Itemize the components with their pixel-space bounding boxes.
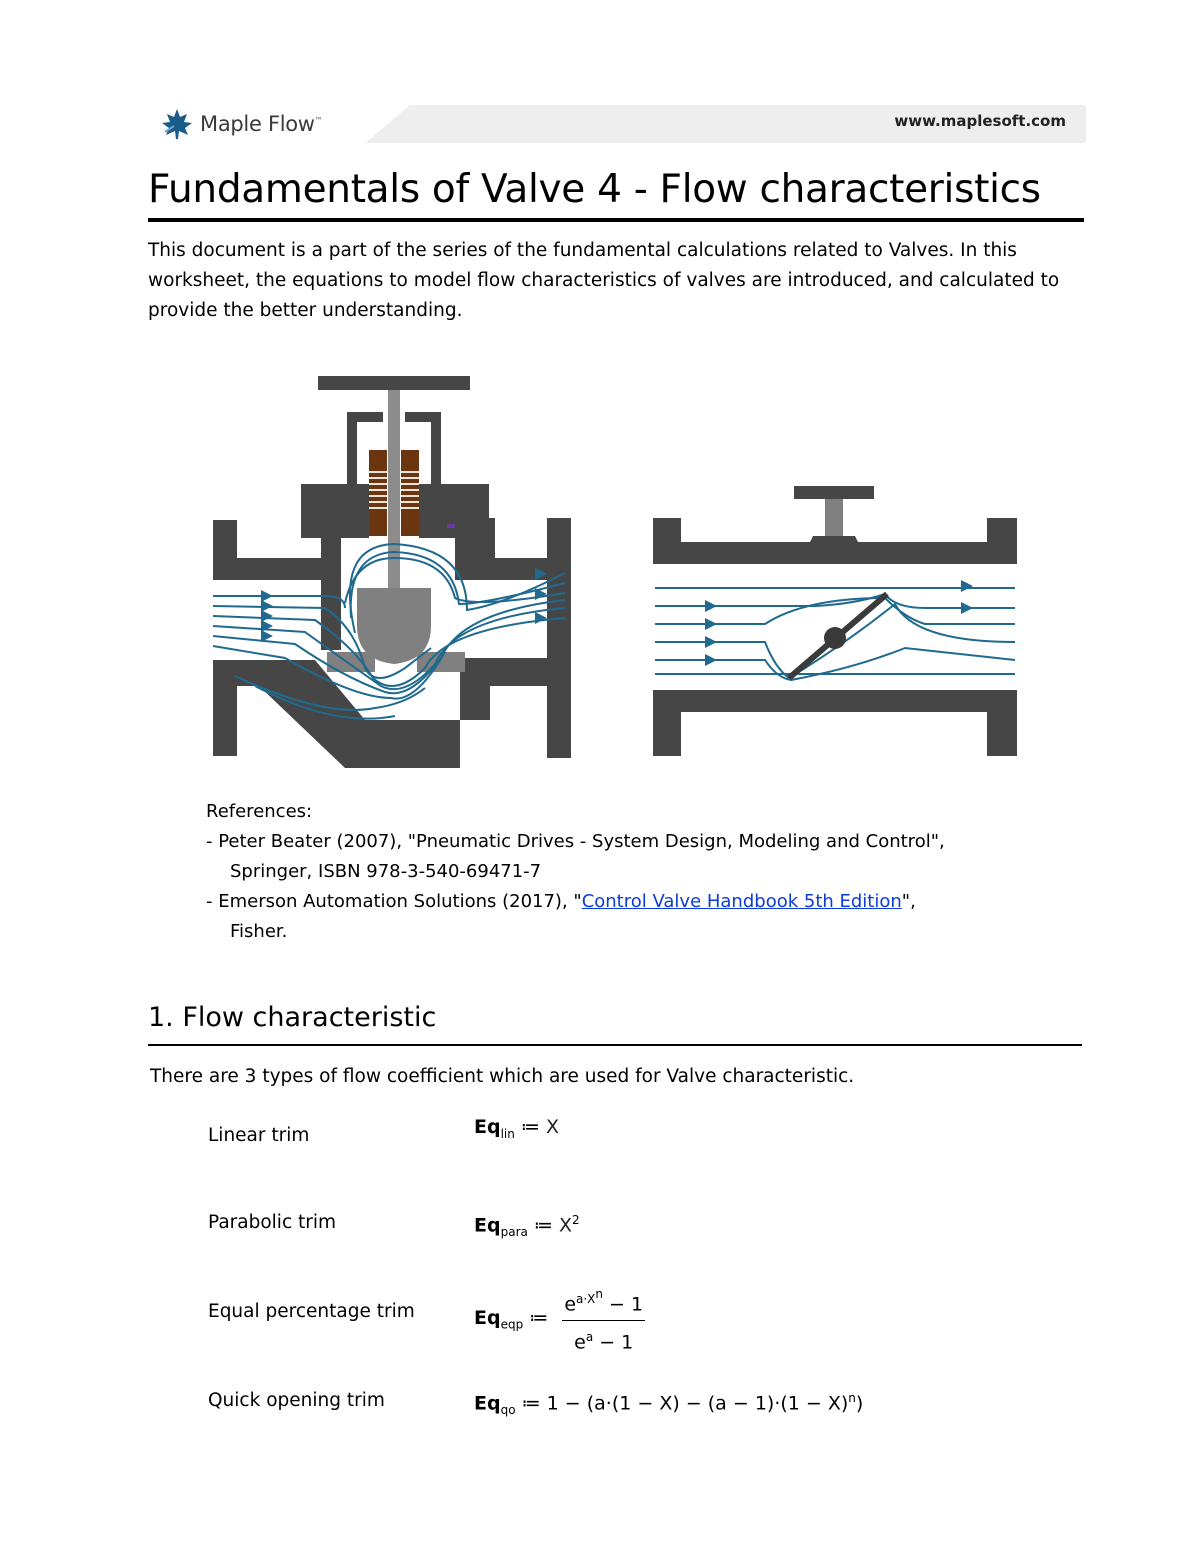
eq-parabolic: $Eq_{para}$ ≔ $X^2$ [474,1213,580,1240]
section-intro: There are 3 types of flow coefficient which are used for Valve characteristic. [150,1066,855,1087]
globe-valve-diagram [213,376,571,768]
reference-2: - Emerson Automation Solutions (2017), "Control Valve Handbook 5th Edition", [206,891,916,912]
maple-leaf-icon [160,108,194,140]
intro-paragraph: This document is a part of the series of the fundamental calculations related to Valves. In this worksheet, the equations to model flow characteristics of valves are introduced, and calculated to provide the better understanding. [148,240,1060,321]
eq-equal-percentage: $Eq_{eqp}$ ≔ $\frac{e^{a\cdot X^n} - 1}{e^a - 1}$ [474,1280,645,1357]
valve-illustration [205,368,1025,773]
butterfly-valve-diagram [653,486,1017,756]
reference-1: - Peter Beater (2007), "Pneumatic Drives - System Design, Modeling and Control", [206,831,945,852]
label-linear-trim: Linear trim [208,1125,310,1146]
brand-name: Maple Flow™ [200,112,323,136]
eqp-fraction: $\frac{e^{a\cdot X^n} - 1}{e^a - 1}$ [562,1280,645,1357]
eq-quick-opening: $Eq_{qo}$ ≔ $1 - (a\cdot(1 - X) - (a - 1)\cdot(1 - X)^n)$ [474,1391,864,1418]
eq-linear: $Eq_{lin}$ ≔ X [474,1116,559,1141]
label-quick-opening-trim: Quick opening trim [208,1390,385,1411]
label-equal-percentage-trim: Equal percentage trim [208,1301,415,1322]
references-heading: References: [206,801,313,822]
reference-2-cont: Fisher. [230,921,288,942]
section-title: 1. Flow characteristic [148,998,1082,1046]
site-url[interactable]: www.maplesoft.com [894,112,1066,130]
reference-1-cont: Springer, ISBN 978-3-540-69471-7 [230,861,542,882]
page-title: Fundamentals of Valve 4 - Flow characteristics [148,164,1084,222]
brand-logo [160,108,322,140]
handbook-link[interactable]: Control Valve Handbook 5th Edition [581,891,902,912]
label-parabolic-trim: Parabolic trim [208,1212,337,1233]
references [206,797,1066,947]
